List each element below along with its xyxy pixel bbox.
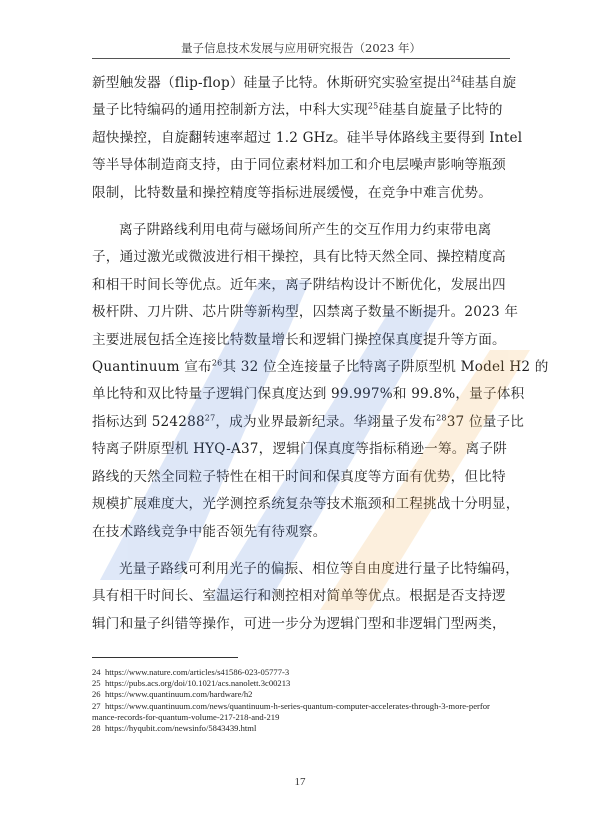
footnote-26: 26 https://www.quantinuum.com/hardware/h2 — [92, 689, 253, 700]
p2-line-12: 在技术路线竞争中能否领先有待观察。 — [92, 523, 327, 540]
footnote-link[interactable]: https://pubs.acs.org/doi/10.1021/acs.nanolett.3c00213 — [105, 678, 291, 689]
p2-line-4: 极杆阱、刀片阱、芯片阱等新构型，囚禁离子数量不断提升。2023 年 — [92, 304, 519, 321]
p2-line-3: 和相干时间长等优点。近年来，离子阱结构设计不断优化，发展出四 — [92, 276, 506, 293]
p2-line-9: 特离子阱原型机 HYQ-A37，逻辑门保真度等指标稍逊一筹。离子阱 — [92, 441, 507, 458]
ref-28: 28 — [436, 413, 447, 423]
body-text — [92, 70, 549, 638]
ref-27: 27 — [204, 413, 216, 423]
footnote-link[interactable]: https://hyqubit.com/newsinfo/5843439.html — [105, 723, 257, 734]
page-number: 17 — [294, 776, 306, 788]
footnote-link[interactable]: https://www.quantinuum.com/hardware/h2 — [105, 689, 253, 700]
footnote-link[interactable]: https://www.nature.com/articles/s41586-023-05777-3 — [105, 667, 290, 677]
ref-25: 25 — [367, 101, 379, 111]
p1-line-2: 量子比特编码的通用控制新方法，中科大实现$^{25}$硅基自旋量子比特的 — [92, 101, 503, 119]
p1-line-4: 等半导体制造商支持，由于同位素材料加工和介电层噪声影响等瓶颈 — [92, 157, 506, 174]
p2-line-11: 规模扩展难度大，光学测控系统复杂等技术瓶颈和工程挑战十分明显， — [92, 496, 520, 513]
p2-line-8: 指标达到 524288$^{27}$，成为业界最新纪录。华翊量子发布$^{28}$37 位量子比 — [92, 413, 525, 430]
p3-line-3: 辑门和量子纠错等操作，可进一步分为逻辑门型和非逻辑门型两类， — [92, 615, 506, 632]
p2-line-2: 子，通过激光或微波进行相干操控，具有比特天然全同、操控精度高 — [92, 249, 506, 266]
p2-line-1: 离子阱路线利用电荷与磁场间所产生的交互作用力约束带电离 — [119, 222, 492, 239]
p2-line-10: 路线的天然全同粒子特性在相干时间和保真度等方面有优势，但比特 — [92, 468, 506, 485]
footnote-25: 25 https://pubs.acs.org/doi/10.1021/acs.nanolett.3c00213 — [92, 678, 291, 689]
footnote-24: 24 https://www.nature.com/articles/s41586-023-05777-3 — [92, 667, 290, 677]
p3-line-2: 具有相干时间长、室温运行和测控相对简单等优点。根据是否支持逻 — [92, 588, 506, 605]
footnote-27: 27 https://www.quantinuum.com/news/quantinuum-h-series-quantum-computer-accelerates-through-3-more-perfor — [92, 700, 490, 711]
p1-line-5: 限制，比特数量和操控精度等指标进展缓慢，在竞争中难言优势。 — [92, 184, 493, 201]
p2-line-6: Quantinuum 宣布$^{26}$其 32 位全连接量子比特离子阱原型机 Model H2 的 — [92, 358, 549, 376]
p3-line-1: 光量子路线可利用光子的偏振、相位等自由度进行量子比特编码， — [119, 560, 520, 577]
p1-line-3: 超快操控，自旋翻转速率超过 1.2 GHz。硅半导体路线主要得到 Intel — [92, 129, 523, 146]
footnotes — [92, 667, 512, 734]
footnote-link[interactable]: https://www.quantinuum.com/news/quantinuum-h-series-quantum-computer-accelerates-through-3-more-perfor — [105, 700, 490, 711]
footnote-27-cont — [92, 712, 512, 723]
footnote-rule — [92, 657, 238, 658]
p1-line-1: 新型触发器（flip-flop）硅量子比特。休斯研究实验室提出$^{24}$硅基自旋 — [92, 74, 517, 91]
p2-line-7: 单比特和双比特量子逻辑门保真度达到 99.997%和 99.8%，量子体积 — [92, 386, 525, 403]
running-header: 量子信息技术发展与应用研究报告（2023 年） — [181, 41, 421, 55]
p2-line-5: 主要进展包括全连接比特数量增长和逻辑门操控保真度提升等方面。 — [92, 331, 506, 348]
header-rule — [92, 58, 510, 59]
ref-24: 24 — [450, 74, 462, 84]
footnote-28: 28 https://hyqubit.com/newsinfo/5843439.html — [92, 723, 257, 734]
ref-26: 26 — [211, 358, 223, 368]
footnote-link[interactable]: mance-records-for-quantum-volume-217-218-and-219 — [92, 711, 280, 722]
